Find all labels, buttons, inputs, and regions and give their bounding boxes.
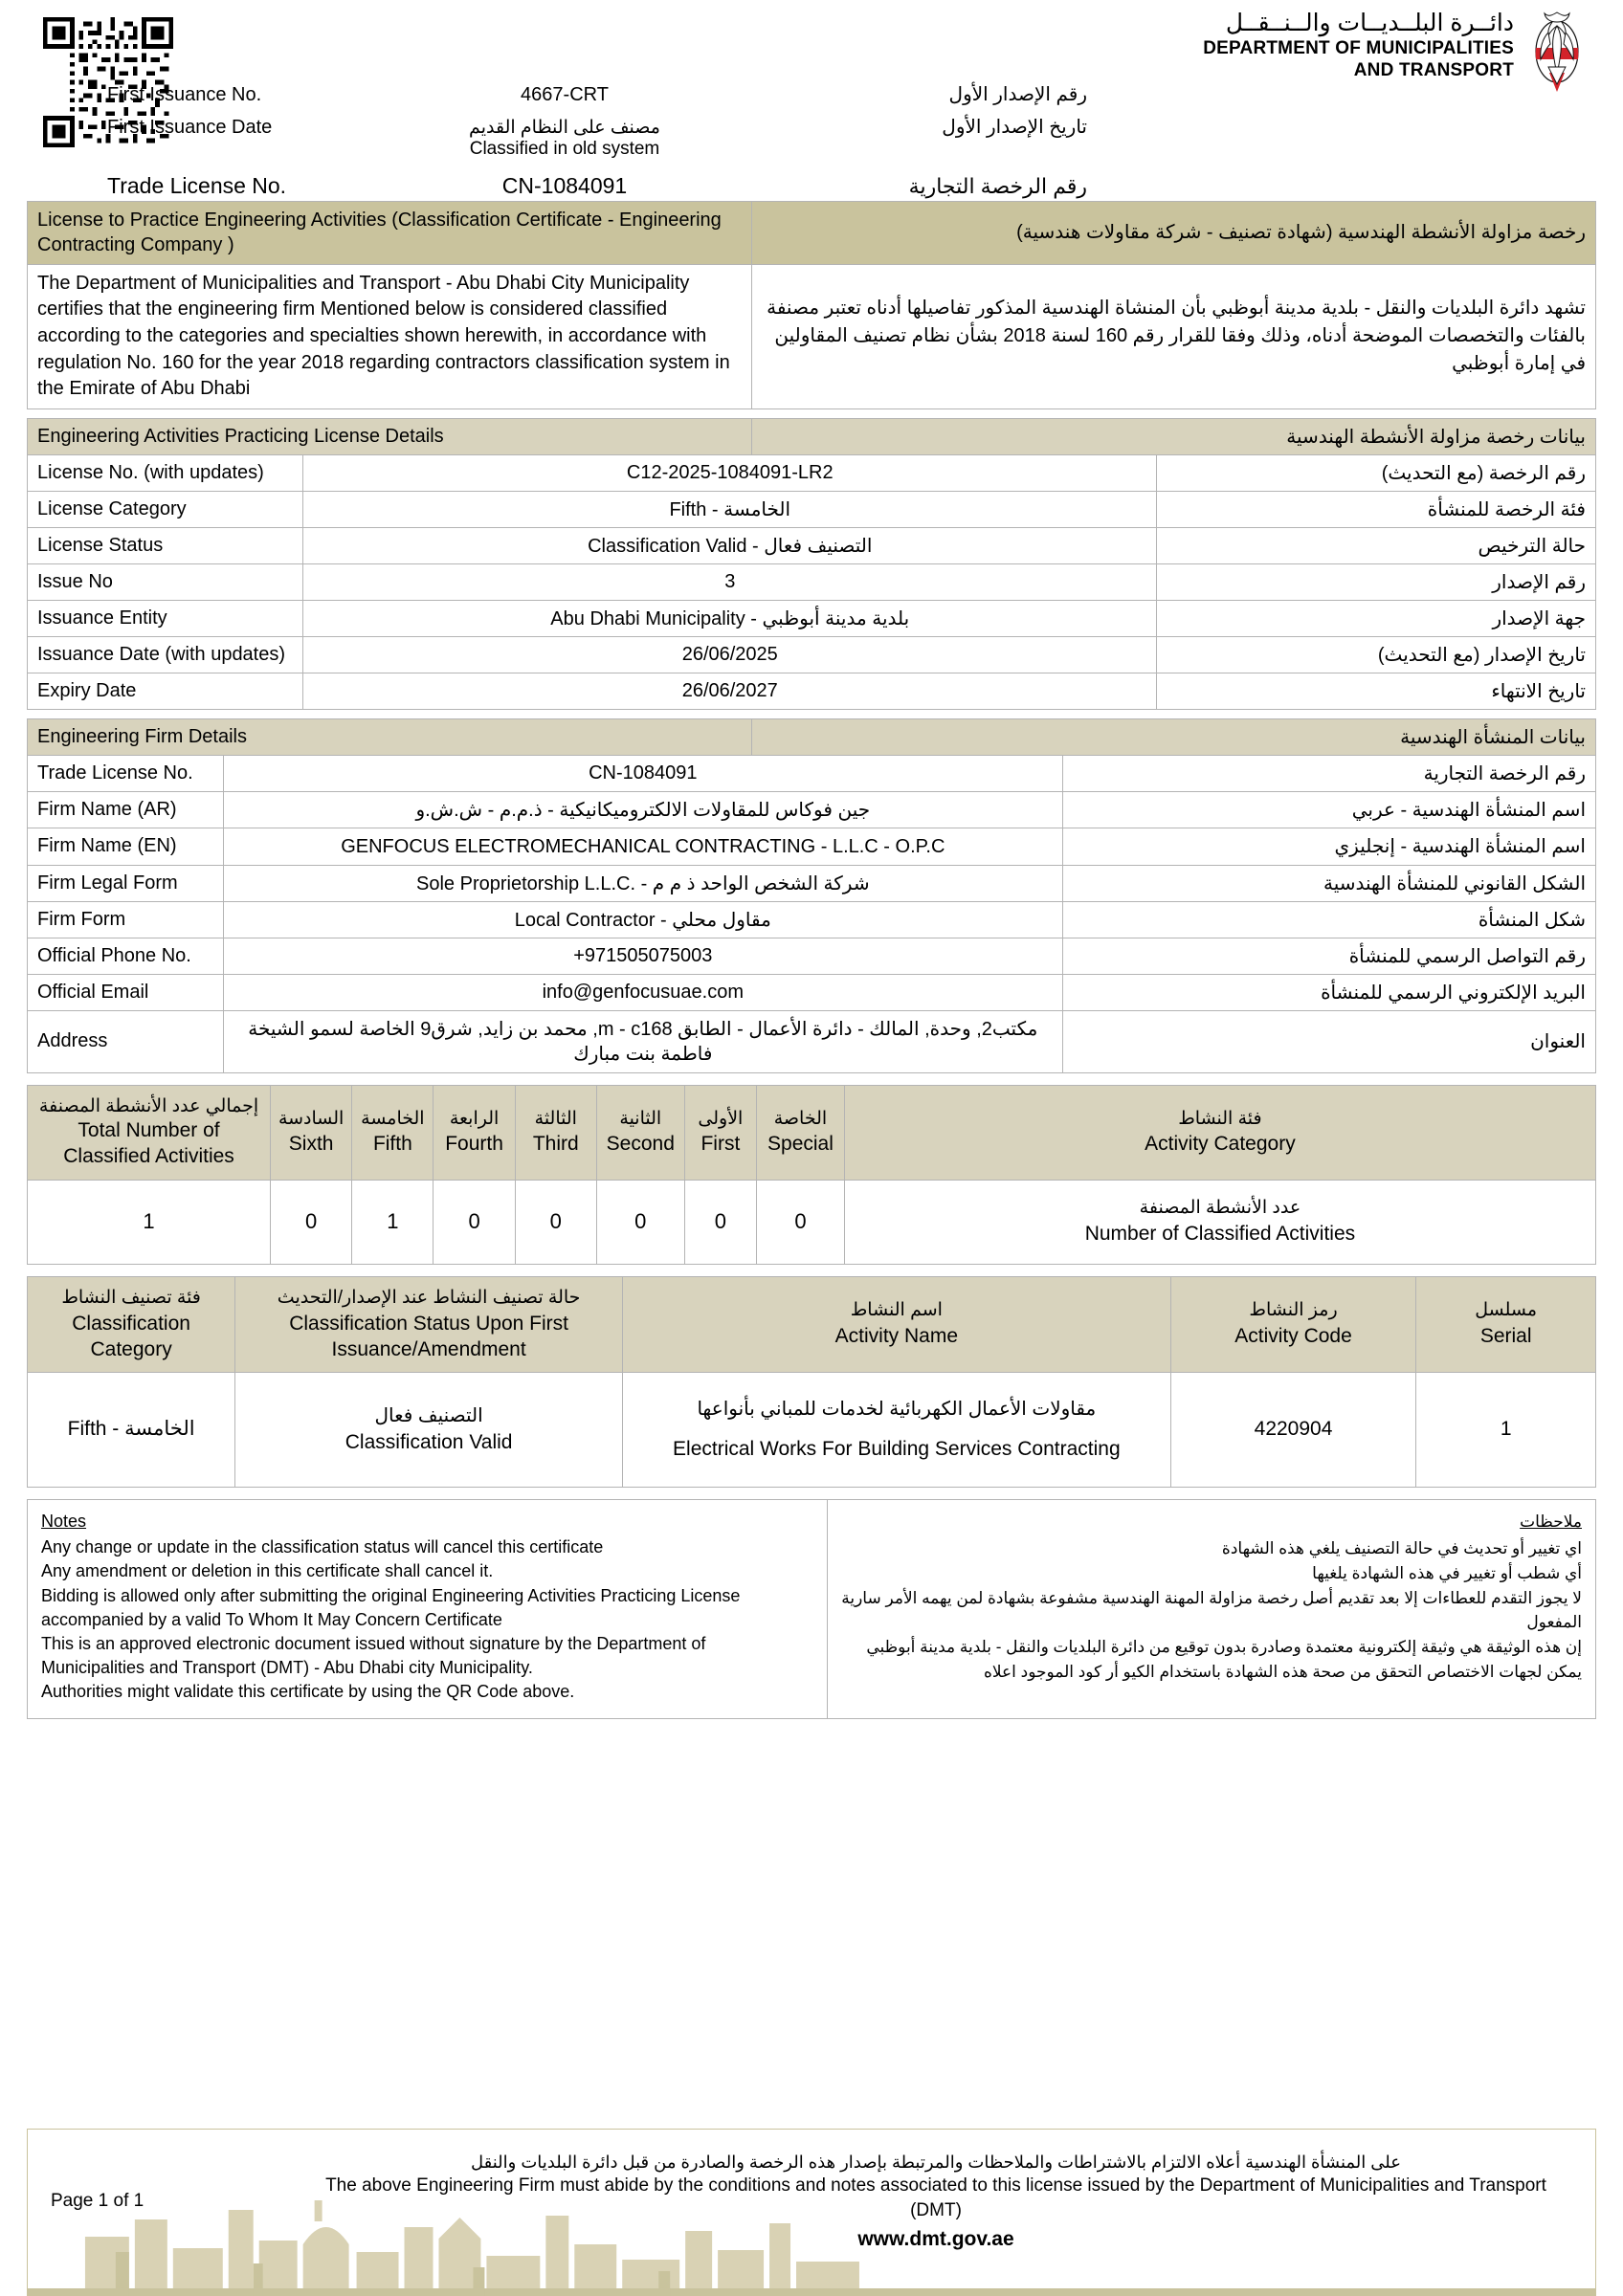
activity-col-status — [235, 1276, 623, 1372]
notes-cell-ar — [827, 1500, 1595, 1719]
counts-col-fifth-en: Fifth — [372, 1132, 412, 1155]
trade-license-no-label-en: Trade License No. — [107, 173, 287, 198]
note-line-en-1: Any change or update in the classification status will cancel this certificate — [41, 1537, 604, 1557]
issue-no-label-ar: رقم الإصدار — [1157, 563, 1596, 600]
counts-value-second: 0 — [596, 1180, 684, 1264]
counts-col-fourth-en: Fourth — [445, 1132, 503, 1155]
counts-value-third: 0 — [515, 1180, 596, 1264]
license-details-header-en: Engineering Activities Practicing License Details — [28, 418, 752, 454]
firm-legal-form-value: Sole Proprietorship L.L.C. - شركة الشخص الواحد ذ م م — [223, 865, 1062, 901]
firm-legal-form-label-ar: الشكل القانوني للمنشأة الهندسية — [1062, 865, 1595, 901]
activity-row-serial: 1 — [1416, 1373, 1596, 1488]
table-row — [28, 418, 1596, 454]
license-no-label-ar: رقم الرخصة (مع التحديث) — [1157, 454, 1596, 491]
notes-heading-ar: ملاحظات — [1520, 1512, 1582, 1532]
counts-col-special-ar: الخاصة — [773, 1109, 828, 1130]
note-line-en-2: Any amendment or deletion in this certificate shall cancel it. — [41, 1561, 494, 1581]
table-row — [28, 264, 1596, 408]
counts-col-special-en: Special — [767, 1132, 834, 1155]
license-details-header-ar: بيانات رخصة مزاولة الأنشطة الهندسية — [752, 418, 1596, 454]
counts-row-label — [844, 1180, 1595, 1264]
table-row — [28, 901, 1596, 938]
activity-col-classification-category-ar: فئة تصنيف النشاط — [61, 1287, 201, 1308]
expiry-date-label-en: Expiry Date — [28, 673, 303, 709]
issuance-info — [0, 82, 1623, 208]
first-issuance-date-label-ar: تاريخ الإصدار الأول — [942, 117, 1087, 138]
firm-address-label-ar: العنوان — [1062, 1010, 1595, 1072]
activity-col-serial — [1416, 1276, 1596, 1372]
department-name-en-line1: DEPARTMENT OF MUNICIPALITIES — [1203, 38, 1514, 58]
counts-col-total-en: Total Number of Classified Activities — [63, 1119, 234, 1167]
note-line-en-3: Bidding is allowed only after submitting the original Engineering Activities Practicing License accompanied by a valid To Whom It May Concern Certificate — [41, 1585, 741, 1629]
activity-col-classification-category-en: Classification Category — [72, 1312, 190, 1360]
table-row — [28, 636, 1596, 673]
table-row — [28, 202, 1596, 265]
activity-col-status-ar: حالة تصنيف النشاط عند الإصدار/التحديث — [277, 1287, 581, 1308]
department-name-en-line2: AND TRANSPORT — [1353, 60, 1514, 81]
table-row — [28, 1010, 1596, 1072]
table-row — [28, 791, 1596, 828]
trade-license-no-value: CN-1084091 — [501, 173, 628, 198]
license-status-label-ar: حالة الترخيص — [1157, 527, 1596, 563]
table-row — [28, 563, 1596, 600]
certificate-title-block — [27, 201, 1596, 409]
firm-details-header-table — [27, 718, 1596, 756]
firm-form-label-ar: شكل المنشأة — [1062, 901, 1595, 938]
activity-col-code-en: Activity Code — [1234, 1325, 1352, 1348]
table-row — [28, 865, 1596, 901]
first-issuance-no-value: 4667-CRT — [521, 84, 609, 105]
firm-phone-label-en: Official Phone No. — [28, 938, 224, 974]
firm-address-label-en: Address — [28, 1010, 224, 1072]
firm-phone-value: +971505075003 — [223, 938, 1062, 974]
table-row — [28, 1500, 1596, 1719]
counts-col-second — [596, 1085, 684, 1180]
activity-row-status-ar: التصنيف فعال — [374, 1404, 483, 1426]
license-no-value: C12-2025-1084091-LR2 — [303, 454, 1157, 491]
activity-row-name-ar: مقاولات الأعمال الكهربائية لخدمات للمباني بأنواعها — [697, 1398, 1097, 1420]
firm-trade-license-value: CN-1084091 — [223, 755, 1062, 791]
notes-list-ar — [841, 1510, 1582, 1685]
firm-name-en-label-en: Firm Name (EN) — [28, 828, 224, 865]
certificate-title-en: License to Practice Engineering Activities (Classification Certificate - Engineering Contracting Company ) — [28, 202, 752, 265]
table-row — [28, 828, 1596, 865]
footer-website-url[interactable]: www.dmt.gov.ae — [857, 2228, 1014, 2251]
firm-trade-license-label-en: Trade License No. — [28, 755, 224, 791]
counts-col-fourth-ar: الرابعة — [449, 1109, 500, 1130]
issuance-entity-label-ar: جهة الإصدار — [1157, 600, 1596, 636]
footer-text-block — [315, 2151, 1557, 2253]
counts-col-second-en: Second — [606, 1132, 675, 1155]
counts-col-sixth-en: Sixth — [288, 1132, 334, 1155]
notes-block — [27, 1499, 1596, 1719]
issuance-entity-value: Abu Dhabi Municipality - بلدية مدينة أبوظبي — [303, 600, 1157, 636]
firm-name-en-label-ar: اسم المنشأة الهندسية - إنجليزي — [1062, 828, 1595, 865]
activity-row-name — [623, 1373, 1171, 1488]
firm-email-value: info@genfocusuae.com — [223, 974, 1062, 1010]
falcon-emblem-icon — [1525, 10, 1589, 92]
table-row — [28, 1276, 1596, 1372]
activity-col-name — [623, 1276, 1171, 1372]
issuance-date-label-ar: تاريخ الإصدار (مع التحديث) — [1157, 636, 1596, 673]
counts-col-first-en: First — [700, 1132, 741, 1155]
activity-col-name-ar: اسم النشاط — [850, 1300, 943, 1321]
first-issuance-no-row — [0, 82, 1623, 106]
counts-col-sixth-ar: السادسة — [278, 1109, 345, 1130]
table-row — [28, 755, 1596, 791]
table-row — [28, 491, 1596, 527]
trade-license-no-label-ar: رقم الرخصة التجارية — [908, 174, 1087, 198]
counts-value-first: 0 — [684, 1180, 756, 1264]
note-line-ar-3: لا يجوز التقدم للعطاءات إلا بعد تقديم أصل رخصة مزاولة المهنة الهندسية مشفوعة بشهادة لمن يهمه الأمر سارية المفعول — [841, 1588, 1582, 1632]
activity-row-status — [235, 1373, 623, 1488]
first-issuance-date-value-en: Classified in old system — [469, 139, 660, 159]
counts-col-activity-category-en: Activity Category — [1145, 1132, 1296, 1155]
issuance-entity-label-en: Issuance Entity — [28, 600, 303, 636]
first-issuance-no-label-en: First Issuance No. — [107, 84, 262, 105]
firm-details-block — [27, 718, 1596, 1073]
counts-value-special: 0 — [757, 1180, 845, 1264]
table-row — [28, 1085, 1596, 1180]
activity-col-code — [1170, 1276, 1416, 1372]
issuance-date-label-en: Issuance Date (with updates) — [28, 636, 303, 673]
activity-col-code-ar: رمز النشاط — [1249, 1300, 1338, 1321]
activity-row-name-spacer — [631, 1423, 1163, 1436]
firm-email-label-ar: البريد الإلكتروني الرسمي للمنشأة — [1062, 974, 1595, 1010]
table-row — [28, 938, 1596, 974]
firm-details-header-en: Engineering Firm Details — [28, 718, 752, 755]
firm-trade-license-label-ar: رقم الرخصة التجارية — [1062, 755, 1595, 791]
first-issuance-date-value — [297, 117, 833, 160]
table-row — [28, 600, 1596, 636]
department-name-ar: دائــرة البلــديــات والــنــقــل — [1225, 10, 1514, 36]
counts-col-second-ar: الثانية — [619, 1109, 662, 1130]
certificate-body — [27, 201, 1596, 1728]
license-no-label-en: License No. (with updates) — [28, 454, 303, 491]
certificate-title-ar: رخصة مزاولة الأنشطة الهندسية (شهادة تصنيف - شركة مقاولات هندسية) — [752, 202, 1596, 265]
license-details-block — [27, 418, 1596, 710]
table-row — [28, 1373, 1596, 1488]
counts-col-sixth — [271, 1085, 352, 1180]
counts-col-fifth-ar: الخامسة — [361, 1109, 425, 1130]
footer-text-ar: على المنشأة الهندسية أعلاه الالتزام بالاشتراطات والملاحظات والمرتبطة بإصدار هذه الرخصة والصادرة من قبل دائرة البلديات والنقل — [470, 2152, 1401, 2172]
notes-list-en — [41, 1510, 813, 1705]
firm-name-ar-label-en: Firm Name (AR) — [28, 791, 224, 828]
note-line-ar-1: اي تغيير أو تحديث في حالة التصنيف يلغي هذه الشهادة — [1221, 1538, 1582, 1557]
activity-table-block — [27, 1276, 1596, 1488]
activity-col-name-en: Activity Name — [834, 1325, 959, 1348]
first-issuance-date-label-en: First Issuance Date — [107, 117, 273, 138]
counts-col-special — [757, 1085, 845, 1180]
license-category-label-en: License Category — [28, 491, 303, 527]
table-row — [28, 527, 1596, 563]
license-status-value: Classification Valid - التصنيف فعال — [303, 527, 1157, 563]
expiry-date-label-ar: تاريخ الانتهاء — [1157, 673, 1596, 709]
firm-form-label-en: Firm Form — [28, 901, 224, 938]
table-row — [28, 454, 1596, 491]
footer-text-en: The above Engineering Firm must abide by the conditions and notes associated to this license issued by the Department of Municipalities and Transport (DMT) — [325, 2175, 1546, 2220]
page-footer — [27, 2129, 1596, 2296]
counts-row-label-ar: عدد الأنشطة المصنفة — [1139, 1198, 1301, 1219]
firm-name-ar-value: جين فوكاس للمقاولات الالكتروميكانيكية - ذ.م.م - ش.ش.و — [223, 791, 1062, 828]
counts-value-fourth: 0 — [434, 1180, 515, 1264]
classified-activities-counts-block — [27, 1085, 1596, 1265]
certificate-paragraph-ar: تشهد دائرة البلديات والنقل - بلدية مدينة أبوظبي بأن المنشاة الهندسية المذكور تفاصيلها أدناه تعتبر مصنفة بالفئات والتخصصات الموضحة أدناه، وذلك وفقا للقرار رقم 160 لسنة 2018 بشأن نظام تصنيف المقاولين في إمارة أبوظبي — [752, 264, 1596, 408]
issue-no-label-en: Issue No — [28, 563, 303, 600]
activity-table — [27, 1276, 1596, 1488]
counts-col-activity-category-ar: فئة النشاط — [1178, 1109, 1262, 1130]
activity-col-status-en: Classification Status Upon First Issuance/Amendment — [289, 1312, 568, 1360]
license-category-label-ar: فئة الرخصة للمنشأة — [1157, 491, 1596, 527]
note-line-en-4: This is an approved electronic document issued without signature by the Department of Municipalities and Transport (DMT) - Abu Dhabi city Municipality. — [41, 1634, 706, 1678]
note-line-ar-5: يمكن لجهات الاختصاص التحقق من صحة هذه الشهادة باستخدام الكيو أر كود الموجود اعلاه — [983, 1663, 1582, 1682]
counts-col-third — [515, 1085, 596, 1180]
note-line-ar-2: أي شطب أو تغيير في هذه الشهادة يلغيها — [1312, 1563, 1582, 1582]
license-details-table — [27, 454, 1596, 710]
issue-no-value: 3 — [303, 563, 1157, 600]
counts-col-third-en: Third — [532, 1132, 579, 1155]
license-status-label-en: License Status — [28, 527, 303, 563]
counts-col-fifth — [352, 1085, 434, 1180]
firm-details-table — [27, 755, 1596, 1073]
counts-col-total — [28, 1085, 271, 1180]
counts-value-sixth: 0 — [271, 1180, 352, 1264]
firm-email-label-en: Official Email — [28, 974, 224, 1010]
firm-name-en-value: GENFOCUS ELECTROMECHANICAL CONTRACTING - L.L.C - O.P.C — [223, 828, 1062, 865]
counts-col-first — [684, 1085, 756, 1180]
activity-row-name-en: Electrical Works For Building Services Contracting — [673, 1437, 1121, 1460]
first-issuance-no-label-ar: رقم الإصدار الأول — [948, 84, 1087, 105]
counts-value-fifth: 1 — [352, 1180, 434, 1264]
firm-form-value: Local Contractor - مقاول محلي — [223, 901, 1062, 938]
firm-legal-form-label-en: Firm Legal Form — [28, 865, 224, 901]
activity-col-classification-category — [28, 1276, 235, 1372]
activity-col-serial-ar: مسلسل — [1475, 1300, 1538, 1321]
license-details-header-table — [27, 418, 1596, 455]
department-logo-block — [1203, 10, 1589, 92]
table-row — [28, 673, 1596, 709]
activity-row-category: Fifth - الخامسة — [28, 1373, 235, 1488]
license-category-value: Fifth - الخامسة — [303, 491, 1157, 527]
first-issuance-date-row — [0, 115, 1623, 160]
counts-col-activity-category — [844, 1085, 1595, 1180]
notes-heading-en: Notes — [41, 1512, 87, 1532]
classified-activities-counts-table — [27, 1085, 1596, 1265]
issuance-date-value: 26/06/2025 — [303, 636, 1157, 673]
activity-row-status-en: Classification Valid — [345, 1430, 513, 1453]
counts-col-first-ar: الأولى — [698, 1109, 744, 1130]
counts-row-label-en: Number of Classified Activities — [1084, 1223, 1356, 1245]
page-number: Page 1 of 1 — [51, 2191, 145, 2211]
firm-phone-label-ar: رقم التواصل الرسمي للمنشأة — [1062, 938, 1595, 974]
note-line-ar-4: إن هذه الوثيقة هي وثيقة إلكترونية معتمدة وصادرة بدون توقيع من دائرة البلديات والنقل - بلدية مدينة أبوظبي — [866, 1638, 1582, 1657]
counts-col-third-ar: الثالثة — [534, 1109, 577, 1130]
certificate-title-table — [27, 201, 1596, 409]
firm-address-value: مكتب2, وحدة, المالك - دائرة الأعمال - الطابق m - c168, محمد بن زايد, شرق9 الخاصة لسمو الشيخة فاطمة بنت مبارك — [223, 1010, 1062, 1072]
activity-row-code: 4220904 — [1170, 1373, 1416, 1488]
table-row — [28, 974, 1596, 1010]
table-row — [28, 1180, 1596, 1264]
notes-cell-en — [28, 1500, 828, 1719]
activity-col-serial-en: Serial — [1479, 1325, 1532, 1348]
firm-details-header-ar: بيانات المنشأة الهندسية — [752, 718, 1596, 755]
notes-table — [27, 1499, 1596, 1719]
trade-license-no-row — [0, 173, 1623, 199]
firm-name-ar-label-ar: اسم المنشأة الهندسية - عربي — [1062, 791, 1595, 828]
page-header — [0, 0, 1623, 198]
note-line-en-5: Authorities might validate this certificate by using the QR Code above. — [41, 1682, 575, 1702]
table-row — [28, 718, 1596, 755]
counts-col-total-ar: إجمالي عدد الأنشطة المصنفة — [38, 1095, 259, 1116]
first-issuance-date-value-ar: مصنف على النظام القديم — [469, 118, 660, 138]
certificate-paragraph-en: The Department of Municipalities and Transport - Abu Dhabi City Municipality certifies that the engineering firm Mentioned below is considered classified according to the categories and specialties shown herewith, in accordance with regulation No. 160 for the year 2018 regarding contractors classification system in the Emirate of Abu Dhabi — [28, 264, 752, 408]
counts-col-fourth — [434, 1085, 515, 1180]
counts-value-total: 1 — [28, 1180, 271, 1264]
expiry-date-value: 26/06/2027 — [303, 673, 1157, 709]
